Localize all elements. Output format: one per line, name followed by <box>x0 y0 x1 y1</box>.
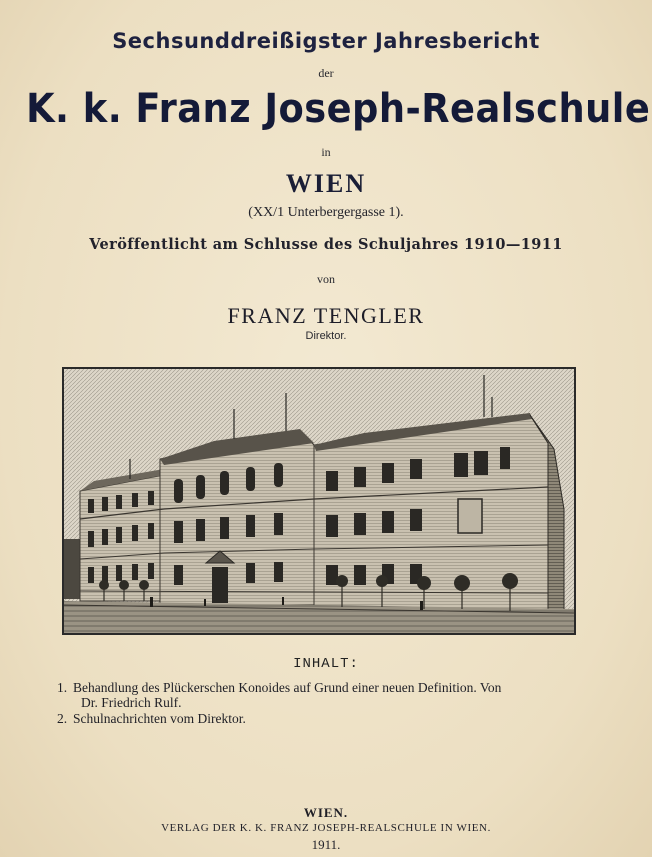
school-address: (XX/1 Unterbergergasse 1). <box>248 205 404 220</box>
contents-item-continuation: Dr. Friedrich Rulf. <box>81 695 182 710</box>
school-name: K. k. Franz Joseph-Realschule <box>26 86 651 132</box>
imprint-publisher: VERLAG DER K. K. FRANZ JOSEPH-REALSCHULE IN WIEN. <box>161 822 491 834</box>
word-von: von <box>317 272 335 286</box>
author-name: FRANZ TENGLER <box>227 303 425 328</box>
city-name: WIEN <box>285 169 367 198</box>
contents-item-text: Schulnachrichten vom Direktor. <box>73 711 246 726</box>
word-in: in <box>321 145 331 159</box>
word-der: der <box>318 66 334 80</box>
imprint-year: 1911. <box>311 837 341 852</box>
author-role: Direktor. <box>305 330 347 342</box>
report-title: Sechsunddreißigster Jahresbericht <box>112 29 540 53</box>
contents-item <box>57 711 597 727</box>
contents-item-text: Behandlung des Plückerschen Konoides auf Grund einer neuen Definition. Von <box>73 680 502 695</box>
contents-heading: INHALT: <box>293 656 359 672</box>
contents-item-number: 1. <box>57 680 68 695</box>
school-building-engraving <box>62 367 576 635</box>
contents-item <box>57 680 597 696</box>
publication-note: Veröffentlicht am Schlusse des Schuljahres 1910—1911 <box>89 236 563 253</box>
contents-item-number: 2. <box>57 711 68 726</box>
imprint-city: WIEN. <box>303 805 349 820</box>
